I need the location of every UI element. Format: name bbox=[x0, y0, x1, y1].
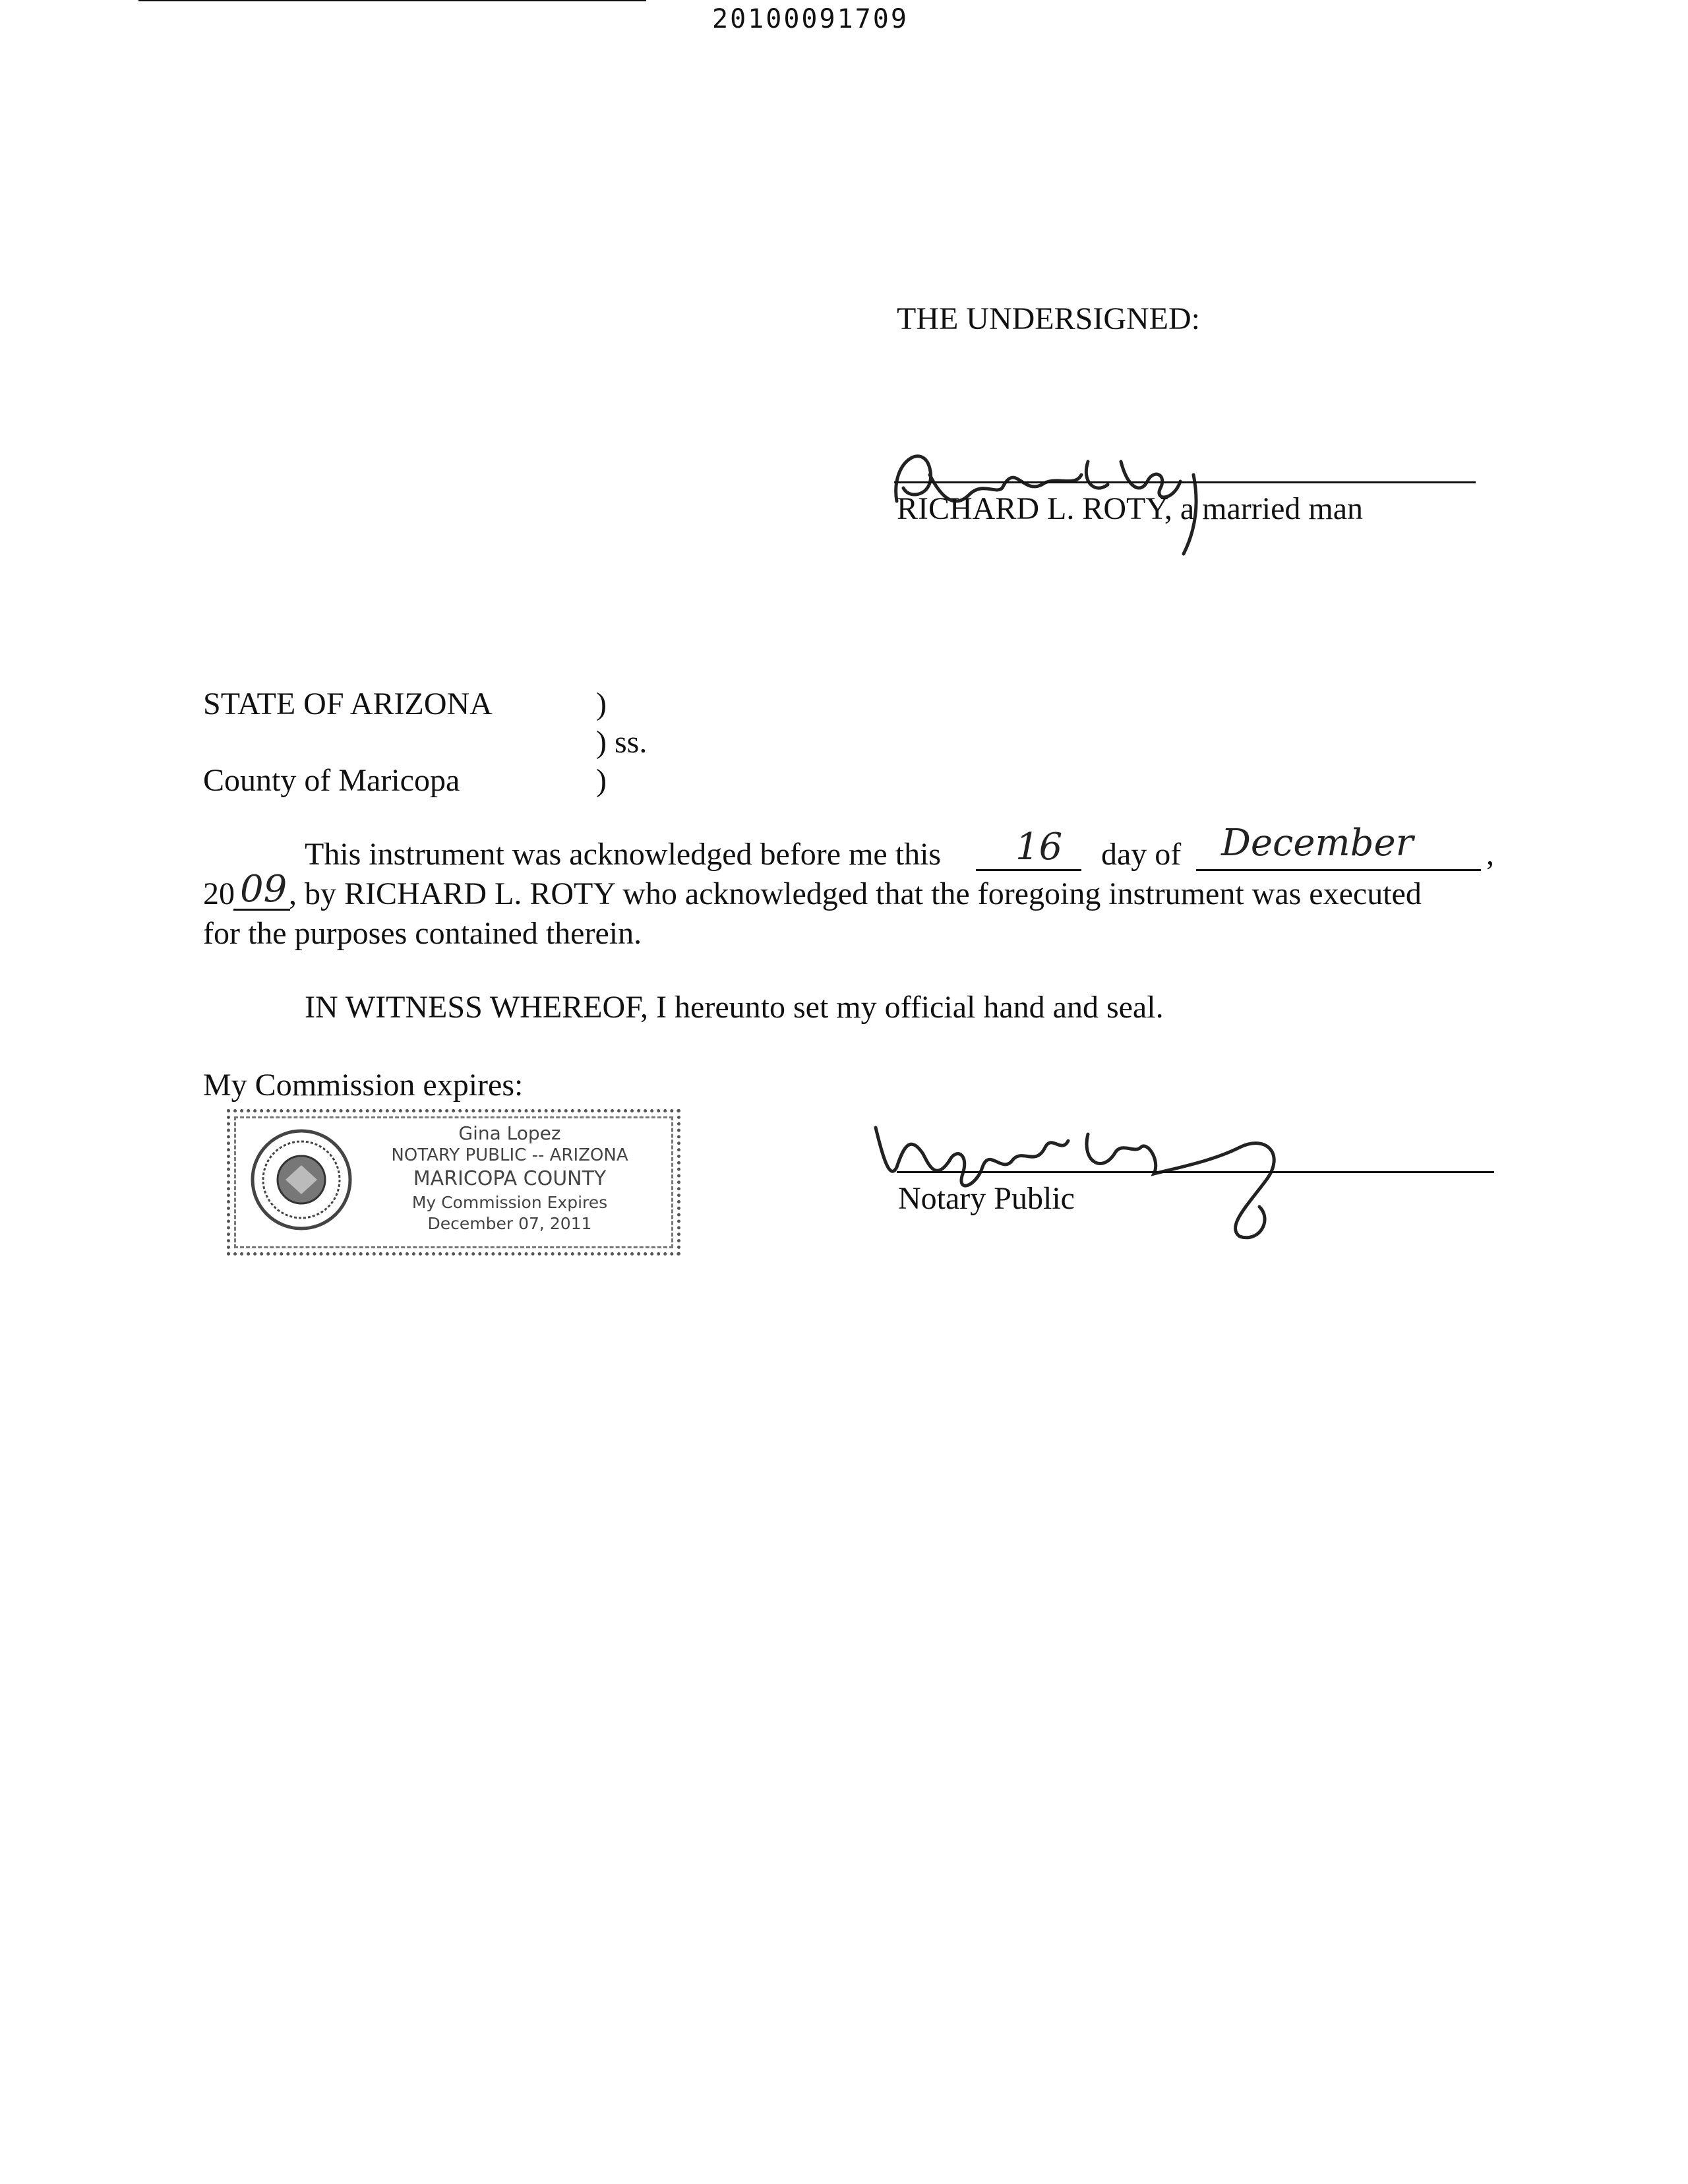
ack-lead: This instrument was acknowledged before me this bbox=[305, 837, 942, 872]
signer-caption: RICHARD L. ROTY, a married man bbox=[897, 491, 1364, 526]
stamp-notary-title: NOTARY PUBLIC -- ARIZONA bbox=[391, 1145, 628, 1165]
venue-state: STATE OF ARIZONA bbox=[203, 686, 493, 721]
notary-signature bbox=[870, 1108, 1332, 1246]
ack-comma: , bbox=[1486, 837, 1494, 872]
notary-caption: Notary Public bbox=[898, 1181, 1075, 1216]
top-edge-line bbox=[138, 0, 646, 1]
year-value: 09 bbox=[240, 868, 287, 911]
day-blank-line bbox=[976, 869, 1081, 871]
commission-label: My Commission expires: bbox=[203, 1068, 524, 1103]
witness-text: IN WITNESS WHEREOF, I hereunto set my official hand and seal. bbox=[305, 990, 1164, 1025]
state-seal-icon bbox=[249, 1127, 354, 1232]
document-number: 20100091709 bbox=[712, 4, 909, 34]
venue-paren-top: ) bbox=[596, 686, 607, 721]
stamp-expires-label: My Commission Expires bbox=[411, 1193, 608, 1212]
venue-county: County of Maricopa bbox=[203, 763, 460, 798]
stamp-expires-date: December 07, 2011 bbox=[427, 1214, 592, 1233]
stamp-county: MARICOPA COUNTY bbox=[413, 1167, 607, 1190]
signer-signature-line bbox=[894, 481, 1476, 483]
ack-line3: for the purposes contained therein. bbox=[203, 916, 642, 951]
undersigned-heading: THE UNDERSIGNED: bbox=[897, 301, 1200, 336]
notary-stamp bbox=[227, 1109, 680, 1256]
ack-day-of: day of bbox=[1101, 837, 1182, 872]
month-value: December bbox=[1221, 822, 1414, 864]
stamp-notary-name: Gina Lopez bbox=[458, 1122, 561, 1144]
notary-signature-line bbox=[897, 1171, 1494, 1173]
day-value: 16 bbox=[1015, 826, 1063, 868]
month-blank-line bbox=[1196, 869, 1481, 871]
year-prefix: 20 bbox=[203, 876, 235, 911]
venue-paren-bottom: ) bbox=[596, 763, 607, 798]
venue-ss: ) ss. bbox=[596, 725, 648, 760]
ack-line2-rest: , by RICHARD L. ROTY who acknowledged that the foregoing instrument was executed bbox=[289, 876, 1422, 911]
